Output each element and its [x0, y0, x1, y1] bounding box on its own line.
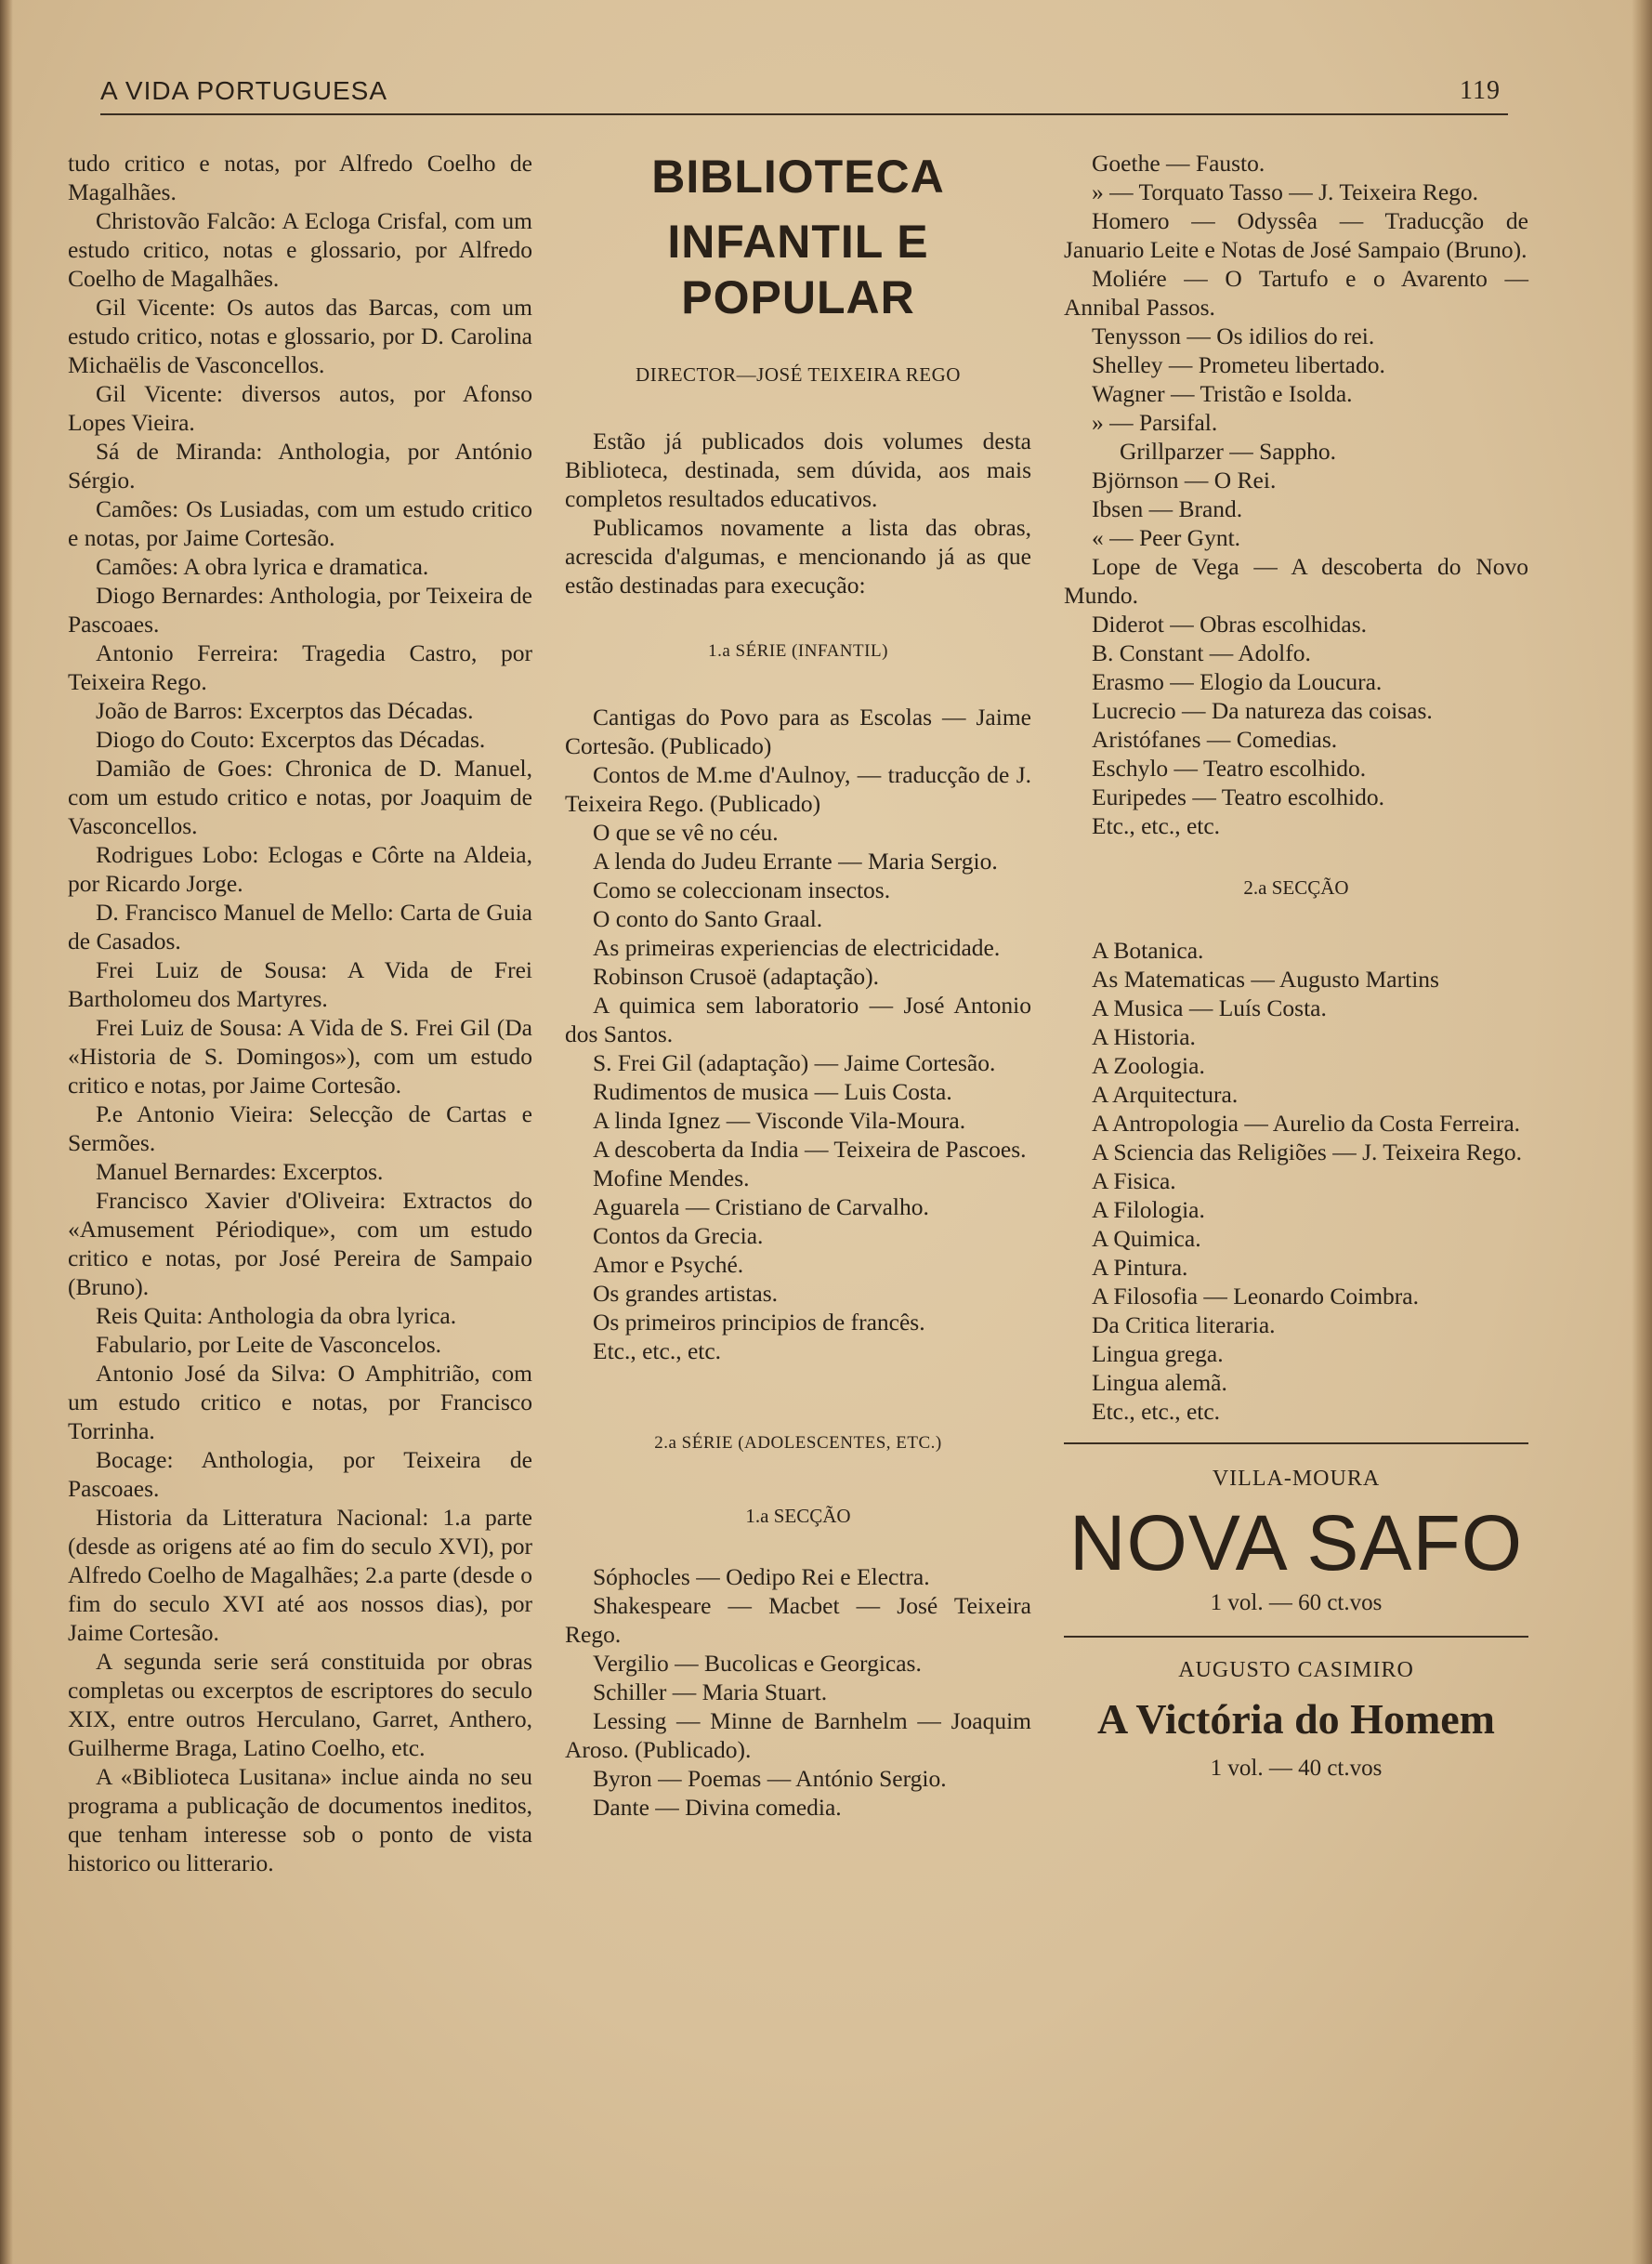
- list-item: Grillparzer — Sappho.: [1120, 438, 1336, 465]
- paragraph: P.e Antonio Vieira: Selecção de Cartas e Sermões.: [68, 1100, 532, 1156]
- list-item: Mofine Mendes.: [593, 1165, 750, 1191]
- paragraph: tudo critico e notas, por Alfredo Coelho de Magalhães.: [68, 150, 532, 205]
- section-1-list: [565, 1562, 1031, 1822]
- list-item: Euripedes — Teatro escolhido.: [1092, 783, 1384, 810]
- paragraph: Camões: Os Lusiadas, com um estudo critico e notas, por Jaime Cortesão.: [68, 495, 532, 551]
- list-item: Etc., etc., etc.: [1092, 812, 1221, 839]
- list-item: Os primeiros principios de francês.: [593, 1309, 925, 1336]
- list-item: O que se vê no céu.: [593, 819, 779, 846]
- paragraph: D. Francisco Manuel de Mello: Carta de Guia de Casados.: [68, 899, 532, 954]
- list-item: Rudimentos de musica — Luis Costa.: [593, 1078, 952, 1105]
- list-item: A Historia.: [1092, 1023, 1196, 1050]
- ad-author: AUGUSTO CASIMIRO: [1178, 1658, 1414, 1682]
- list-item: Lingua grega.: [1092, 1340, 1224, 1367]
- list-item: Contos da Grecia.: [593, 1222, 764, 1249]
- paragraph: Bocage: Anthologia, por Teixeira de Pascoaes.: [68, 1446, 532, 1502]
- ad-book-title: A Victória do Homem: [1097, 1695, 1495, 1743]
- list-item: A Arquitectura.: [1092, 1081, 1239, 1108]
- paragraph: Reis Quita: Anthologia da obra lyrica.: [96, 1302, 457, 1329]
- list-item: O conto do Santo Graal.: [593, 905, 823, 932]
- list-item: B. Constant — Adolfo.: [1092, 639, 1311, 666]
- intro-paragraph: Publicamos novamente a lista das obras, acrescida d'algumas, e mencionando já as que estão destinadas para execução:: [565, 514, 1031, 599]
- list-item: Lingua alemã.: [1092, 1369, 1227, 1396]
- list-item: Wagner — Tristão e Isolda.: [1092, 380, 1353, 407]
- list-item: Ibsen — Brand.: [1092, 495, 1243, 522]
- list-item: A quimica sem laboratorio — José Antonio dos Santos.: [565, 992, 1031, 1047]
- ad-price: 1 vol. — 60 ct.vos: [1210, 1590, 1383, 1615]
- list-item: A Zoologia.: [1092, 1052, 1205, 1079]
- list-item: A Pintura.: [1092, 1254, 1188, 1281]
- list-item: Aguarela — Cristiano de Carvalho.: [593, 1193, 929, 1220]
- ad-author: VILLA-MOURA: [1212, 1467, 1381, 1491]
- divider: [1064, 1442, 1528, 1444]
- list-item: Diderot — Obras escolhidas.: [1092, 611, 1368, 638]
- list-item: A Musica — Luís Costa.: [1092, 994, 1327, 1021]
- list-item: A linda Ignez — Visconde Vila-Moura.: [593, 1107, 966, 1134]
- section-title: INFANTIL E POPULAR: [667, 216, 929, 323]
- list-item: Eschylo — Teatro escolhido.: [1092, 755, 1367, 782]
- list-item: » — Torquato Tasso — J. Teixeira Rego.: [1092, 178, 1479, 205]
- paragraph: Fabulario, por Leite de Vasconcelos.: [96, 1331, 442, 1358]
- list-item: Etc., etc., etc.: [1092, 1398, 1221, 1425]
- paragraph: Manuel Bernardes: Excerptos.: [96, 1158, 384, 1185]
- paragraph: João de Barros: Excerptos das Décadas.: [96, 697, 474, 724]
- paragraph: Camões: A obra lyrica e dramatica.: [96, 553, 429, 580]
- list-item: A Quimica.: [1092, 1225, 1201, 1252]
- publication-title: A VIDA PORTUGUESA: [100, 76, 388, 105]
- ad-book-title: NOVA SAFO: [1069, 1499, 1524, 1586]
- ad-price: 1 vol. — 40 ct.vos: [1210, 1756, 1383, 1781]
- list-item: Da Critica literaria.: [1092, 1311, 1276, 1338]
- series-1-list: [565, 703, 1031, 1365]
- list-item: Lessing — Minne de Barnhelm — Joaquim Aroso. (Publicado).: [565, 1707, 1031, 1763]
- list-item: Vergilio — Bucolicas e Georgicas.: [593, 1650, 922, 1677]
- list-item: A lenda do Judeu Errante — Maria Sergio.: [593, 848, 998, 875]
- list-item: As Matematicas — Augusto Martins: [1092, 966, 1439, 993]
- list-item: Erasmo — Elogio da Loucura.: [1092, 668, 1383, 695]
- paragraph: Francisco Xavier d'Oliveira: Extractos do «Amusement Périodique», com um estudo critico e notas, por José Pereira de Sampaio (Bruno).: [68, 1187, 532, 1300]
- section-2-list: [1064, 936, 1528, 1426]
- list-item: A descoberta da India — Teixeira de Pascoes.: [593, 1136, 1027, 1163]
- list-item: Byron — Poemas — António Sergio.: [593, 1765, 947, 1792]
- list-item: Os grandes artistas.: [593, 1280, 778, 1307]
- list-item: Shelley — Prometeu libertado.: [1092, 351, 1385, 378]
- list-item: Homero — Odyssêa — Traducção de Januario Leite e Notas de José Sampaio (Bruno).: [1064, 207, 1528, 263]
- list-item: Tenysson — Os idilios do rei.: [1092, 322, 1375, 349]
- list-item: Cantigas do Povo para as Escolas — Jaime Cortesão. (Publicado): [565, 704, 1031, 759]
- list-item: Björnson — O Rei.: [1092, 467, 1277, 494]
- list-item: A Botanica.: [1092, 937, 1204, 964]
- list-item: A Antropologia — Aurelio da Costa Ferreira.: [1092, 1110, 1521, 1137]
- page-edge-right: [1632, 0, 1652, 2264]
- list-item: Shakespeare — Macbet — José Teixeira Rego.: [565, 1592, 1031, 1648]
- list-item: Amor e Psyché.: [593, 1251, 744, 1278]
- section-title: BIBLIOTECA: [651, 151, 945, 203]
- list-item: Lope de Vega — A descoberta do Novo Mundo.: [1064, 553, 1528, 609]
- section-1-list-continued: [1064, 149, 1528, 840]
- list-item: Goethe — Fausto.: [1092, 150, 1265, 177]
- list-item: A Filologia.: [1092, 1196, 1205, 1223]
- list-item: A Sciencia das Religiões — J. Teixeira Rego.: [1092, 1139, 1523, 1165]
- page-edge-left: [0, 0, 13, 2264]
- paragraph: Gil Vicente: diversos autos, por Afonso Lopes Vieira.: [68, 380, 532, 436]
- paragraph: Diogo do Couto: Excerptos das Décadas.: [96, 726, 486, 753]
- list-item: Moliére — O Tartufo e o Avarento — Annibal Passos.: [1064, 265, 1528, 321]
- paragraph: Christovão Falcão: A Ecloga Crisfal, com um estudo critico, notas e glossario, por Alfredo Coelho de Magalhães.: [68, 207, 532, 292]
- director-line: DIRECTOR—JOSÉ TEIXEIRA REGO: [636, 363, 961, 386]
- list-item: S. Frei Gil (adaptação) — Jaime Cortesão.: [593, 1049, 996, 1076]
- column-middle: [565, 149, 1031, 1822]
- series-heading: 2.a SÉRIE (ADOLESCENTES, ETC.): [654, 1433, 942, 1453]
- running-header: [100, 74, 1508, 115]
- divider: [1064, 1636, 1528, 1638]
- page-number: 119: [1460, 76, 1501, 105]
- paragraph: Historia da Litteratura Nacional: 1.a parte (desde as origens até ao fim do seculo XVI), por Alfredo Coelho de Magalhães; 2.a parte (desde o fim do seculo XVI até aos nossos dias), por Jaime Cortesão.: [68, 1504, 532, 1646]
- list-item: Schiller — Maria Stuart.: [593, 1678, 828, 1705]
- section-heading: 2.a SECÇÃO: [1243, 876, 1349, 899]
- paragraph: Frei Luiz de Sousa: A Vida de S. Frei Gil (Da «Historia de S. Domingos»), com um estudo critico e notas, por Jaime Cortesão.: [68, 1014, 532, 1099]
- paragraph: Frei Luiz de Sousa: A Vida de Frei Bartholomeu dos Martyres.: [68, 956, 532, 1012]
- list-item: Sóphocles — Oedipo Rei e Electra.: [593, 1563, 930, 1590]
- paragraph: Gil Vicente: Os autos das Barcas, com um estudo critico, notas e glossario, por D. Carolina Michaëlis de Vasconcellos.: [68, 294, 532, 378]
- list-item: « — Peer Gynt.: [1092, 524, 1241, 551]
- paragraph: Antonio José da Silva: O Amphitrião, com um estudo critico e notas, por Francisco Torrinha.: [68, 1360, 532, 1444]
- list-item: A Filosofia — Leonardo Coimbra.: [1092, 1283, 1419, 1310]
- paragraph: Damião de Goes: Chronica de D. Manuel, com um estudo critico e notas, por Joaquim de Vasconcellos.: [68, 755, 532, 839]
- list-item: Lucrecio — Da natureza das coisas.: [1092, 697, 1433, 724]
- paragraph: Antonio Ferreira: Tragedia Castro, por Teixeira Rego.: [68, 639, 532, 695]
- column-left: [68, 149, 532, 1877]
- list-item: » — Parsifal.: [1092, 409, 1218, 436]
- list-item: Robinson Crusoë (adaptação).: [593, 963, 880, 990]
- list-item: Contos de M.me d'Aulnoy, — traducção de J. Teixeira Rego. (Publicado): [565, 761, 1031, 817]
- column-right: [1064, 149, 1528, 1783]
- paragraph: A segunda serie será constituida por obras completas ou excerptos de escriptores do seculo XIX, entre outros Herculano, Garret, Anthero, Guilherme Braga, Latino Coelho, etc.: [68, 1648, 532, 1761]
- list-item: A Fisica.: [1092, 1167, 1176, 1194]
- list-item: Etc., etc., etc.: [593, 1337, 722, 1364]
- paragraph: Diogo Bernardes: Anthologia, por Teixeira de Pascoaes.: [68, 582, 532, 638]
- list-item: Aristófanes — Comedias.: [1092, 726, 1338, 753]
- list-item: As primeiras experiencias de electricidade.: [593, 934, 1001, 961]
- list-item: Como se coleccionam insectos.: [593, 876, 891, 903]
- section-heading: 1.a SECÇÃO: [745, 1505, 851, 1527]
- series-heading: 1.a SÉRIE (INFANTIL): [708, 641, 888, 661]
- paragraph: Sá de Miranda: Anthologia, por António Sérgio.: [68, 438, 532, 494]
- paragraph: A «Biblioteca Lusitana» inclue ainda no seu programa a publicação de documentos ineditos, que tenham interesse sob o ponto de vista historico ou litterario.: [68, 1763, 532, 1876]
- intro-paragraph: Estão já publicados dois volumes desta Biblioteca, destinada, sem dúvida, aos mais completos resultados educativos.: [565, 428, 1031, 512]
- paragraph: Rodrigues Lobo: Eclogas e Côrte na Aldeia, por Ricardo Jorge.: [68, 841, 532, 897]
- list-item: Dante — Divina comedia.: [593, 1794, 842, 1821]
